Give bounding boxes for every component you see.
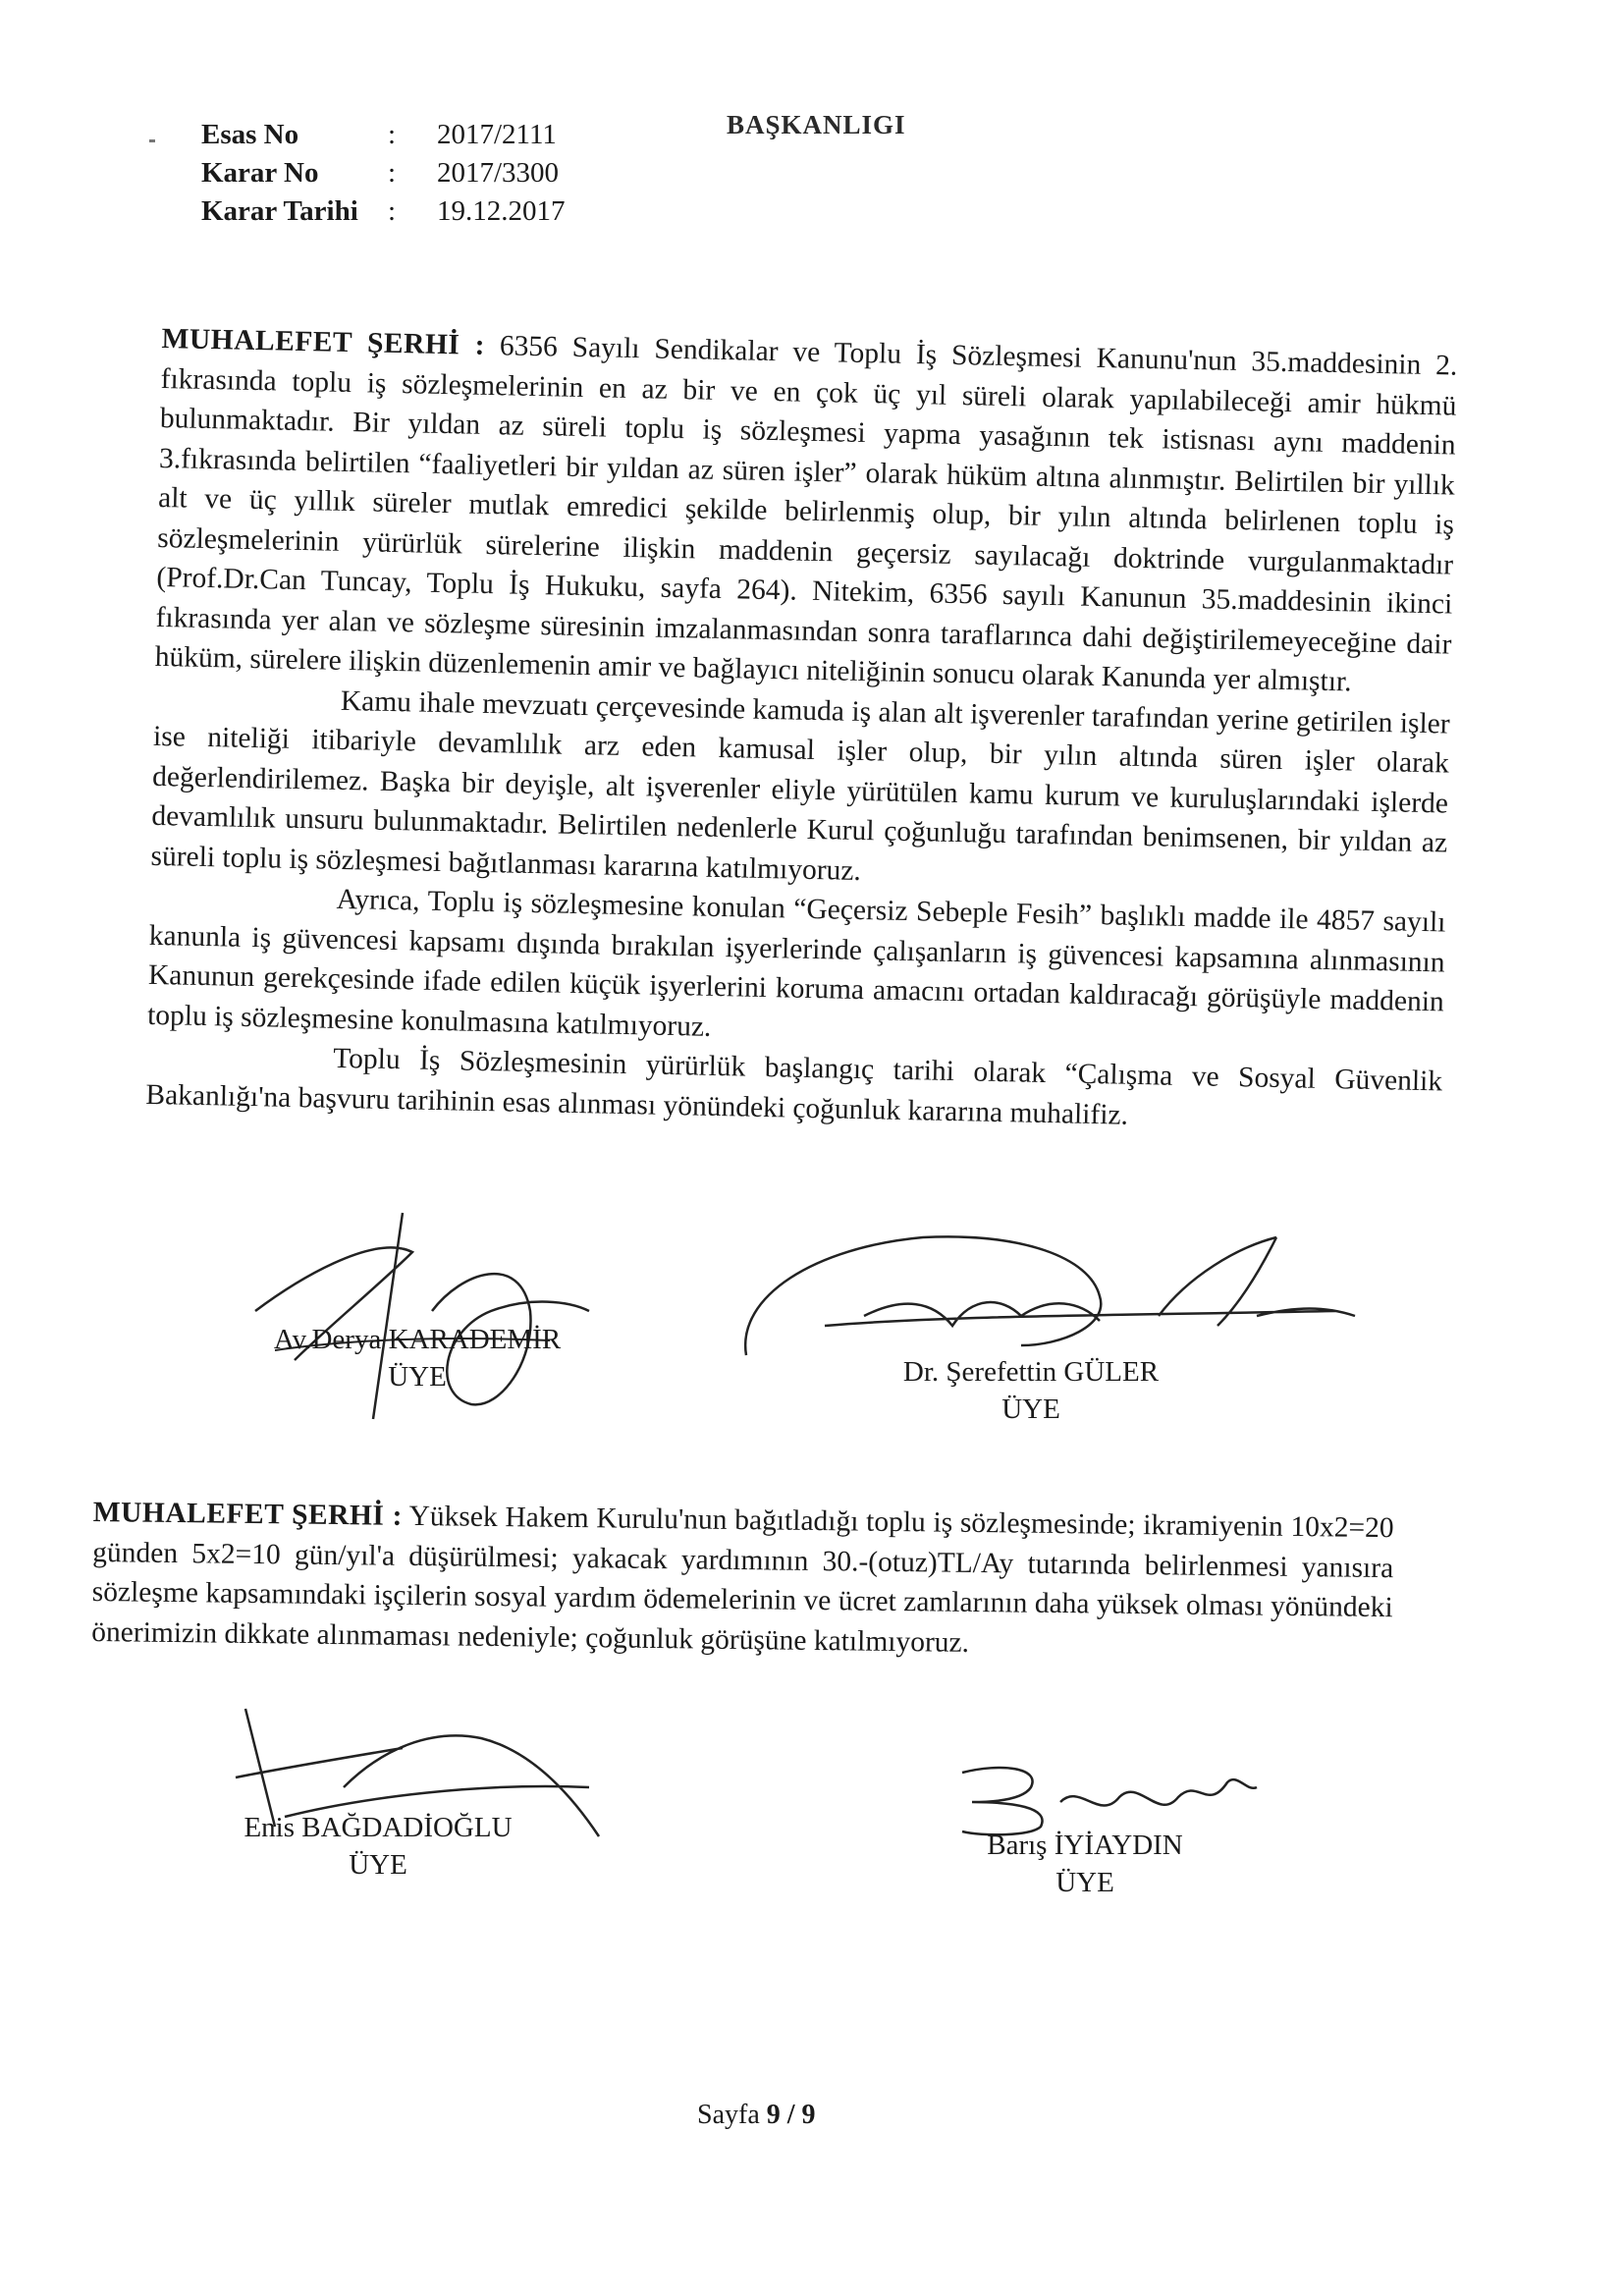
signatory-name: Barış İYİAYDIN bbox=[987, 1830, 1183, 1861]
dissent-section-2 bbox=[91, 1493, 1394, 1667]
signatory-role: ÜYE bbox=[1055, 1867, 1114, 1898]
meta-row-karar-tarihi bbox=[201, 192, 633, 231]
meta-row-esas bbox=[201, 116, 633, 154]
page-number bbox=[697, 2100, 816, 2131]
meta-label: Esas No bbox=[201, 119, 299, 150]
signatory-name: Enis BAĞDADİOĞLU bbox=[243, 1812, 513, 1843]
dissent-title: MUHALEFET ŞERHİ : bbox=[161, 322, 486, 361]
page-number-value: 9 / 9 bbox=[766, 2100, 816, 2130]
office-heading: BAŞKANLIGI bbox=[727, 110, 906, 139]
signatory-bagdadioglu bbox=[216, 1809, 540, 1884]
page-number-prefix: Sayfa bbox=[697, 2100, 760, 2130]
scan-mark bbox=[149, 139, 155, 142]
meta-value: 2017/3300 bbox=[437, 157, 560, 189]
meta-row-karar bbox=[201, 154, 633, 192]
dissent-title: MUHALEFET ŞERHİ : bbox=[92, 1496, 404, 1532]
case-metadata bbox=[201, 116, 633, 231]
dissent-section-1 bbox=[145, 319, 1458, 1141]
paragraph-text: 6356 Sayılı Sendikalar ve Toplu İş Sözleşmesi Kanunu'nun 35.maddesinin 2. fıkrasında toplu iş sözleşmelerinin en az bir ve en çok üç yıl süreli olarak yapılabileceği amir hükmü bulunmaktadır. Bir yıldan az süreli toplu iş sözleşmesi yapma yasağının tek istisnası aynı maddenin 3.fıkrasında belirtilen “faaliyetleri bir yıldan az süren işler” olarak hüküm altına alınmıştır. Belirtilen bir yıllık alt ve üç yıllık süreler mutlak emredici şekilde belirlenmiş olup, bir yılın altında belirlenen toplu iş sözleşmelerinin yürürlük sürelerine ilişkin maddenin geçersiz sayılacağı doktrinde vurgulanmaktadır (Prof.Dr.Can Tuncay, Toplu İş Hukuku, sayfa 264). Nitekim, 6356 sayılı Kanunun 35.maddesinin ikinci fıkrasında yer alan ve sözleşme süresinin imzalanmasından sonra taraflarınca dahi değiştirilemeyeceğine dair hüküm, sürelere ilişkin düzenlemenin amir ve bağlayıcı niteliğinin sonucu olarak Kanunda yer almıştır. bbox=[154, 330, 1458, 698]
signatory-role: ÜYE bbox=[388, 1361, 447, 1393]
meta-separator: : bbox=[388, 195, 397, 227]
signatory-role: ÜYE bbox=[349, 1849, 407, 1881]
dissent-paragraph bbox=[154, 319, 1457, 704]
signatory-guler bbox=[854, 1353, 1208, 1428]
dissent-paragraph: Kamu ihale mevzuatı çerçevesinde kamuda iş alan alt işverenler tarafından yerine getirilen işler ise niteliği itibariyle devamlılık arz eden kamusal işler olup, bir yılın altında süren işler olarak değerlendirilemez. Başka bir deyişle, alt işverenler eliyle yürütülen kamu kurum ve kuruluşlarındaki işlerde devamlılık unsuru bulunmaktadır. Belirtilen nedenlerle Kurul çoğunluğu tarafından benimsenen, bir yıldan az süreli toplu iş sözleşmesi bağıtlanması kararına katılmıyoruz. bbox=[150, 684, 1450, 887]
signatory-role: ÜYE bbox=[1001, 1394, 1060, 1425]
meta-separator: : bbox=[388, 119, 397, 150]
signatory-iyiaydin bbox=[923, 1827, 1247, 1901]
meta-value: 19.12.2017 bbox=[437, 195, 566, 227]
dissent-paragraph: Ayrıca, Toplu iş sözleşmesine konulan “Geçersiz Sebeple Fesih” başlıklı madde ile 4857 sayılı kanunla iş güvencesi kapsamı dışında bırakılan işyerlerinde çalışanların iş güvencesi kapsamına alınmasının Kanunun gerekçesinde ifade edilen küçük işyerlerini koruma amacını ortadan kaldıracağı görüşüyle maddenin toplu iş sözleşmesine konulmasına katılmıyoruz. bbox=[146, 883, 1446, 1043]
meta-label: Karar No bbox=[201, 157, 319, 189]
signatory-karademir bbox=[245, 1321, 589, 1395]
signatory-name: Dr. Şerefettin GÜLER bbox=[902, 1356, 1160, 1388]
signatory-name: Av.Derya KARADEMİR bbox=[273, 1324, 562, 1355]
meta-separator: : bbox=[388, 157, 397, 189]
dissent-paragraph: Toplu İş Sözleşmesinin yürürlük başlangıç tarihi olarak “Çalışma ve Sosyal Güvenlik Bakanlığı'na başvuru tarihinin esas alınması yönündeki çoğunluk kararına muhalifiz. bbox=[145, 1042, 1443, 1131]
meta-label: Karar Tarihi bbox=[201, 195, 358, 227]
paragraph-text: Yüksek Hakem Kurulu'nun bağıtladığı toplu iş sözleşmesinde; ikramiyenin 10x2=20 günden 5x2=10 gün/yıl'a düşürülmesi; yakacak yardımının 30.-(otuz)TL/Ay tutarında belirlenmesi yanısıra sözleşme kapsamındaki işçilerin sosyal yardım ödemelerinin ve ücret zamlarının daha yüksek olması yönündeki önerimizin dikkate alınmaması nedeniyle; çoğunluk görüşüne katılmıyoruz. bbox=[91, 1500, 1394, 1659]
dissent-paragraph bbox=[91, 1493, 1394, 1667]
meta-value: 2017/2111 bbox=[437, 119, 557, 150]
